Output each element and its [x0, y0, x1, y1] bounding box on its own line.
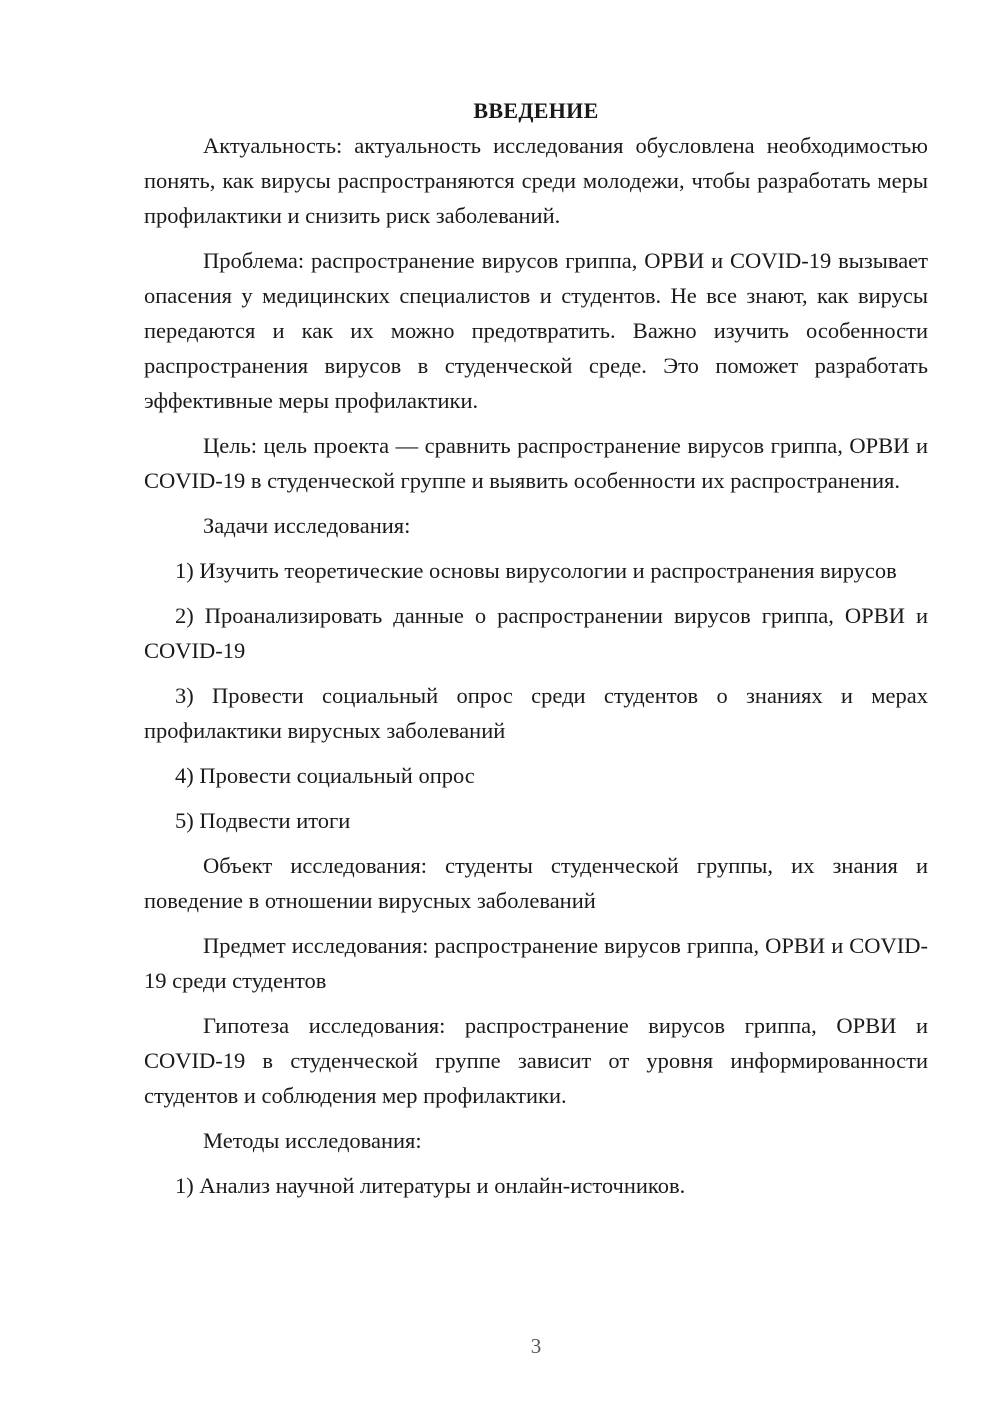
section-title: ВВЕДЕНИЕ — [473, 98, 599, 123]
tasks-label: Задачи исследования: — [203, 513, 411, 538]
task-item-5: 5) Подвести итоги — [175, 808, 351, 833]
method-item-1: 1) Анализ научной литературы и онлайн-источников. — [175, 1173, 686, 1198]
paragraph-subject: Предмет исследования: распространение вирусов гриппа, ОРВИ и COVID-19 среди студентов — [144, 933, 928, 993]
task-item-1: 1) Изучить теоретические основы вирусологии и распространения вирусов — [175, 558, 897, 583]
task-item-3: 3) Провести социальный опрос среди студентов о знаниях и мерах профилактики вирусных заболеваний — [144, 683, 928, 743]
paragraph-goal: Цель: цель проекта — сравнить распространение вирусов гриппа, ОРВИ и COVID-19 в студенческой группе и выявить особенности их распространения. — [144, 433, 928, 493]
methods-label: Методы исследования: — [203, 1128, 422, 1153]
paragraph-problem: Проблема: распространение вирусов гриппа, ОРВИ и COVID-19 вызывает опасения у медицинских специалистов и студентов. Не все знают, как вирусы передаются и как их можно предотвратить. Важно изучить особенности распространения вирусов в студенческой среде. Это поможет разработать эффективные меры профилактики. — [144, 248, 928, 413]
task-item-4: 4) Провести социальный опрос — [175, 763, 475, 788]
page-content — [144, 93, 928, 1203]
paragraph-hypothesis: Гипотеза исследования: распространение вирусов гриппа, ОРВИ и COVID-19 в студенческой группе зависит от уровня информированности студентов и соблюдения мер профилактики. — [144, 1013, 928, 1108]
page-number: 3 — [530, 1334, 542, 1358]
paragraph-object: Объект исследования: студенты студенческой группы, их знания и поведение в отношении вирусных заболеваний — [144, 853, 928, 913]
task-item-2: 2) Проанализировать данные о распространении вирусов гриппа, ОРВИ и COVID-19 — [144, 603, 928, 663]
paragraph-relevance: Актуальность: актуальность исследования обусловлена необходимостью понять, как вирусы распространяются среди молодежи, чтобы разработать меры профилактики и снизить риск заболеваний. — [144, 133, 928, 228]
